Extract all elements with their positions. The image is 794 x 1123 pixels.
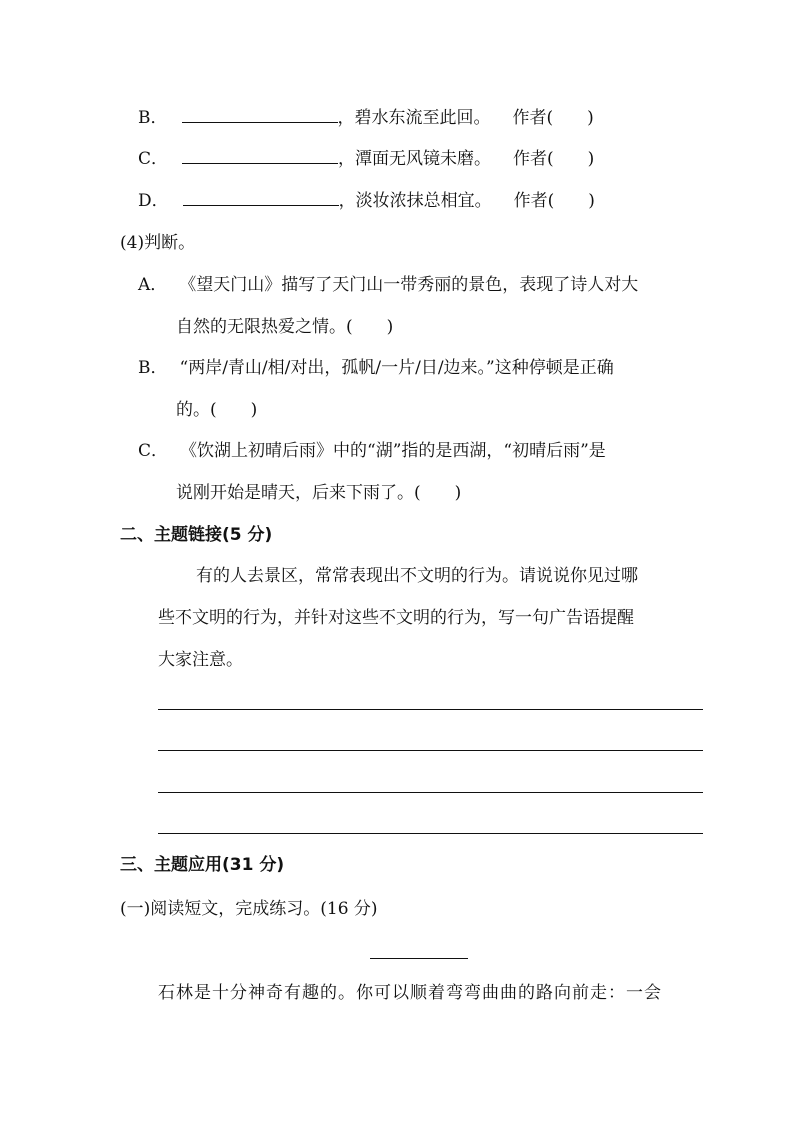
option-letter: B． bbox=[138, 108, 168, 128]
author-field: 作者( ) bbox=[512, 108, 594, 128]
judge-text: 《饮湖上初晴后雨》中的“湖”指的是西湖，“初晴后雨”是 bbox=[180, 441, 606, 461]
option-letter: C． bbox=[138, 149, 169, 169]
writing-line[interactable] bbox=[158, 792, 703, 793]
answer-blank[interactable] bbox=[183, 191, 339, 206]
prompt-paragraph: 有的人去景区，常常表现出不文明的行为。请说说你见过哪 bbox=[196, 566, 638, 586]
judge-a-line2: 自然的无限热爱之情。( ) bbox=[176, 317, 394, 337]
section-heading: 二、主题链接(5 分) bbox=[120, 525, 273, 545]
option-text: ，潭面无风镜未磨。 bbox=[338, 149, 492, 169]
reading-instruction: (一)阅读短文，完成练习。(16 分) bbox=[120, 899, 378, 919]
prompt-paragraph: 大家注意。 bbox=[158, 650, 243, 670]
author-field: 作者( ) bbox=[513, 191, 595, 211]
option-text: ，淡妆浓抹总相宜。 bbox=[338, 191, 492, 211]
judge-a-line1 bbox=[138, 274, 638, 296]
answer-blank[interactable] bbox=[182, 149, 338, 164]
writing-line[interactable] bbox=[158, 833, 703, 834]
option-d bbox=[138, 190, 595, 212]
option-letter: B． bbox=[138, 358, 168, 378]
option-c bbox=[138, 148, 594, 170]
option-b bbox=[138, 107, 594, 129]
option-letter: C． bbox=[138, 441, 169, 461]
prompt-paragraph: 些不文明的行为，并针对这些不文明的行为，写一句广告语提醒 bbox=[158, 608, 634, 628]
author-field: 作者( ) bbox=[513, 149, 595, 169]
judge-c-line1 bbox=[138, 440, 606, 462]
section-heading: 三、主题应用(31 分) bbox=[120, 855, 285, 875]
judge-b-line2: 的。( ) bbox=[176, 400, 258, 420]
option-letter: A． bbox=[138, 275, 168, 295]
passage-title-blank[interactable] bbox=[370, 958, 468, 959]
judge-b-line1 bbox=[138, 357, 614, 379]
passage-text: 石林是十分神奇有趣的。你可以顺着弯弯曲曲的路向前走：一会 bbox=[158, 983, 662, 1003]
answer-blank[interactable] bbox=[182, 108, 338, 123]
option-text: ，碧水东流至此回。 bbox=[337, 108, 491, 128]
writing-line[interactable] bbox=[158, 750, 703, 751]
writing-line[interactable] bbox=[158, 709, 703, 710]
q4-heading: (4)判断。 bbox=[120, 233, 196, 253]
option-letter: D． bbox=[138, 191, 169, 211]
judge-text: “两岸/青山/相/对出，孤帆/一片/日/边来。”这种停顿是正确 bbox=[179, 358, 614, 378]
judge-text: 《望天门山》描写了天门山一带秀丽的景色，表现了诗人对大 bbox=[179, 275, 639, 295]
judge-c-line2: 说刚开始是晴天，后来下雨了。( ) bbox=[176, 483, 462, 503]
